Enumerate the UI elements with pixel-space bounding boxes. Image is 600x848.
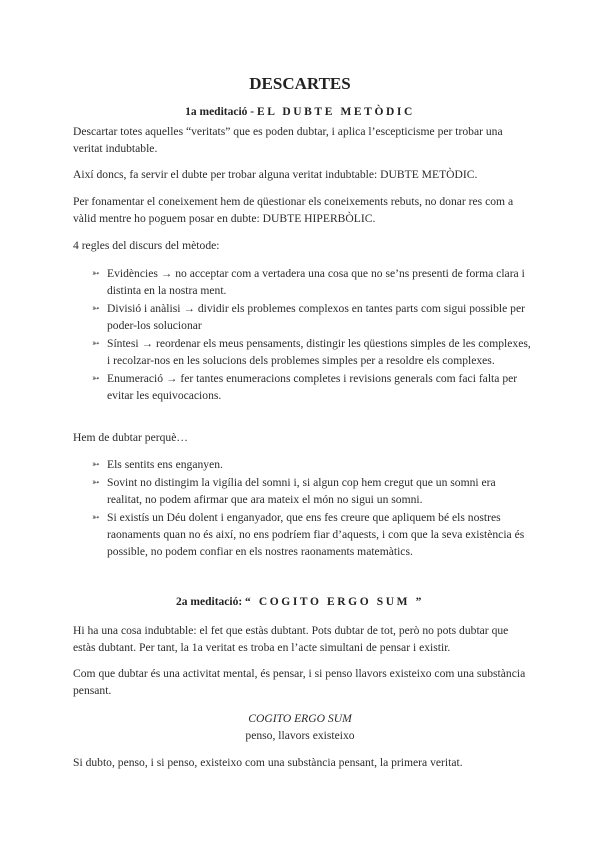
page-title: DESCARTES [249,74,351,93]
list-item: ➳ Evidències → no acceptar com a vertadera una cosa que no se’ns presenti de forma clara i distinta en la nostra ment. [92,267,525,297]
paragraph-dubte-hiperbolic: Per fonamentar el coneixement hem de qüestionar els coneixements rebuts, no donar res com a vàlid mentre ho poguem posar en dubte: DUBTE HIPERBÒLIC. [73,195,514,225]
quote-latin: COGITO ERGO SUM [248,712,352,725]
feather-arrow-icon: ➳ [92,512,100,522]
paragraph-escepticisme: Descartar totes aquelles “veritats” que es poden dubtar, i aplica l’escepticisme per trobar una veritat indubtable. [73,125,503,155]
feather-arrow-icon: ➳ [92,373,100,383]
paragraph-dubte-metodic: Així doncs, fa servir el dubte per trobar alguna veritat indubtable: DUBTE METÒDIC. [73,168,478,181]
list-item: ➳ Síntesi → reordenar els meus pensaments, distingir les qüestions simples de les complexes, i recolzar-nos en les solucions dels problemes simples per a resoldre els complexes. [92,337,531,367]
list-item: ➳ Divisió i anàlisi → dividir els problemes complexos en tantes parts com sigui possible per poder-los solucionar [92,302,525,332]
feather-arrow-icon: ➳ [92,477,100,487]
paragraph-primera-veritat: Si dubto, penso, i si penso, existeixo com una substància pensant, la primera veritat. [73,756,463,769]
paragraph-substancia-pensant: Com que dubtar és una activitat mental, és pensar, i si penso llavors existeixo com una substància pensant. [73,667,526,697]
list-item: ➳ Els sentits ens enganyen. [92,458,223,471]
heading-title: “ COGITO ERGO SUM ” [245,596,424,608]
section-heading-meditation-1 [0,106,600,118]
feather-arrow-icon: ➳ [92,303,100,313]
heading-prefix: 1a meditació - [185,106,257,118]
list-item: ➳ Si existís un Déu dolent i enganyador, que ens fes creure que apliquem bé els nostres raonaments quan no és així, no ens podríem fiar d’aquests, i com que la seva existència és possible, no podem confiar en els nostres raonaments matemàtics. [92,511,525,558]
rules-list [92,265,532,405]
quote-translation: penso, llavors existeixo [245,729,355,742]
reasons-list [92,456,532,561]
feather-arrow-icon: ➳ [92,268,100,278]
section-heading-meditation-2 [0,596,600,608]
paragraph-doubt-intro: Hem de dubtar perquè… [73,431,188,444]
paragraph-indubtable: Hi ha una cosa indubtable: el fet que estàs dubtant. Pots dubtar de tot, però no pots dubtar que estàs dubtant. Per tant, la 1a veritat es troba en l’acte simultani de pensar i existir. [73,624,509,654]
list-item: ➳ Enumeració → fer tantes enumeracions completes i revisions generals com faci falta per evitar les equivocacions. [92,372,518,402]
heading-title: EL DUBTE METÒDIC [256,106,415,118]
feather-arrow-icon: ➳ [92,459,100,469]
feather-arrow-icon: ➳ [92,338,100,348]
paragraph-rules-intro: 4 regles del discurs del mètode: [73,239,220,252]
heading-prefix: 2a meditació: [176,596,246,608]
list-item: ➳ Sovint no distingim la vigília del somni i, si algun cop hem cregut que un somni era realitat, no podem afirmar que ara mateix el món no sigui un somni. [92,476,496,506]
